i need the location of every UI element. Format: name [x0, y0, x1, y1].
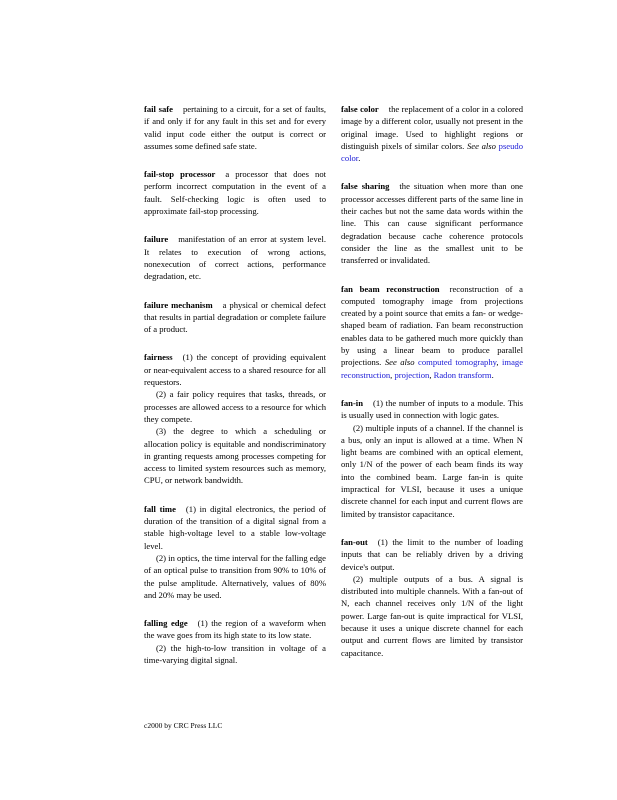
entry-fail-safe: [144, 103, 326, 152]
term: false sharing: [341, 181, 390, 192]
definition: (2) the high-to-low transition in voltage of a time-varying digital signal.: [144, 642, 326, 665]
term: fail-stop processor: [144, 169, 216, 180]
definition: (1) in digital electronics, the period of duration of the transition of a digital signal from a stable high-voltage level to a stable low-voltage level.: [144, 503, 326, 551]
term: failure mechanism: [144, 299, 213, 310]
definition: reconstruction of a computed tomography image from projections created by a point source that emits a fan- or wedge-shaped beam of radiation. Fan beam reconstruction enables data to be gathered much more quickly than by using a linear beam to produce parallel projections.: [341, 283, 523, 368]
entry-fairness: [144, 351, 326, 486]
entry-false-color: [341, 103, 523, 164]
link-radon-transform[interactable]: Radon transform: [433, 369, 492, 380]
link-pseudo-color[interactable]: pseudo color: [341, 140, 524, 164]
term: fan beam reconstruction: [341, 283, 440, 294]
entry-falling-edge: [144, 617, 326, 666]
separator: ,: [429, 369, 434, 380]
definition: (2) multiple inputs of a channel. If the channel is a bus, only an input is allowed at a time. When N light beams are combined with an optical element, only 1/N of the power of each beam finds its way into the combined beam. Large fan-in is quite impractical for VLSI, because it uses a unique discrete channel for each input and current flows are limited by transistor capacitance.: [341, 422, 523, 519]
see-also: See also: [466, 140, 496, 151]
term: failure: [144, 234, 169, 245]
copyright-footer: c2000 by CRC Press LLC: [144, 721, 223, 730]
entry-failure: [144, 233, 326, 282]
term: falling edge: [144, 618, 188, 629]
punctuation: .: [358, 153, 361, 164]
definition: the replacement of a color in a colored image by a different color, usually not present in the original image. Used to highlight regions or distinguish pixels of similar colors.: [341, 104, 523, 151]
term: fan-out: [341, 536, 368, 547]
definition: (1) the limit to the number of loading inputs that can be reliably driven by a driving device's output.: [341, 536, 523, 572]
definition: (3) the degree to which a scheduling or allocation policy is equitable and nondiscriminatory in granting requests among processes competing for access to limited system resources such as memory, CPU, or network bandwidth.: [144, 426, 326, 486]
definition: (2) multiple outputs of a bus. A signal is distributed into multiple channels. With a fan-out of N, each channel receives only 1/N of the light power. Large fan-out is quite impractical for VLSI, because it uses a unique discrete channel for each output and current flows are limited by transistor capacitance.: [341, 573, 523, 658]
term: fairness: [144, 352, 173, 363]
definition: (1) the number of inputs to a module. This is usually used in connection with logic gates.: [341, 397, 523, 421]
entry-fail-stop-processor: [144, 168, 326, 217]
link-computed-tomography[interactable]: computed tomography: [418, 357, 497, 368]
entry-false-sharing: [341, 180, 523, 266]
definition: the situation when more than one processor accesses different parts of the same line in their caches but not the same data words within the line. This can cause significant performance degradation because cache coherence protocols consider the line as the smallest unit to be transferred or invalidated.: [341, 181, 523, 266]
definition: a processor that does not perform incorrect computation in the event of a fault. Self-checking logic is often used to approximate fail-stop processing.: [144, 169, 327, 217]
punctuation: .: [491, 369, 494, 380]
link-image-reconstruction[interactable]: image reconstruction: [341, 357, 524, 380]
entry-fan-beam-reconstruction: [341, 283, 523, 381]
definition: a physical or chemical defect that results in partial degradation or complete failure of a product.: [144, 299, 326, 335]
right-column: [341, 103, 523, 675]
definition: manifestation of an error at system level. It relates to execution of wrong actions, nonexecution of correct actions, performance degradation, etc.: [144, 234, 326, 282]
link-projection[interactable]: projection: [394, 369, 430, 380]
see-also: See also: [384, 357, 415, 368]
term: fan-in: [341, 397, 363, 408]
term: fall time: [144, 503, 176, 514]
definition: pertaining to a circuit, for a set of faults, if and only if for any fault in this set and for every valid input code either the output is correct or assumes some defined safe state.: [144, 104, 326, 151]
separator: ,: [390, 369, 395, 380]
definition: (2) a fair policy requires that tasks, threads, or processes are allowed access to a resource for which they compete.: [144, 389, 326, 424]
left-column: [144, 103, 326, 682]
entry-fan-in: [341, 397, 523, 520]
entry-fan-out: [341, 536, 523, 659]
definition: (2) in optics, the time interval for the falling edge of an optical pulse to transition from 90% to 10% of the pulse amplitude. Alternatively, values of 80% and 20% may be used.: [144, 552, 326, 600]
separator: ,: [496, 357, 503, 368]
definition: (1) the region of a waveform when the wave goes from its high state to its low state.: [144, 618, 326, 641]
definition: (1) the concept of providing equivalent or near-equivalent access to a shared resource for all requestors.: [144, 352, 326, 388]
entry-failure-mechanism: [144, 299, 326, 336]
entry-fall-time: [144, 503, 326, 601]
term: false color: [341, 104, 379, 114]
term: fail safe: [144, 104, 173, 114]
